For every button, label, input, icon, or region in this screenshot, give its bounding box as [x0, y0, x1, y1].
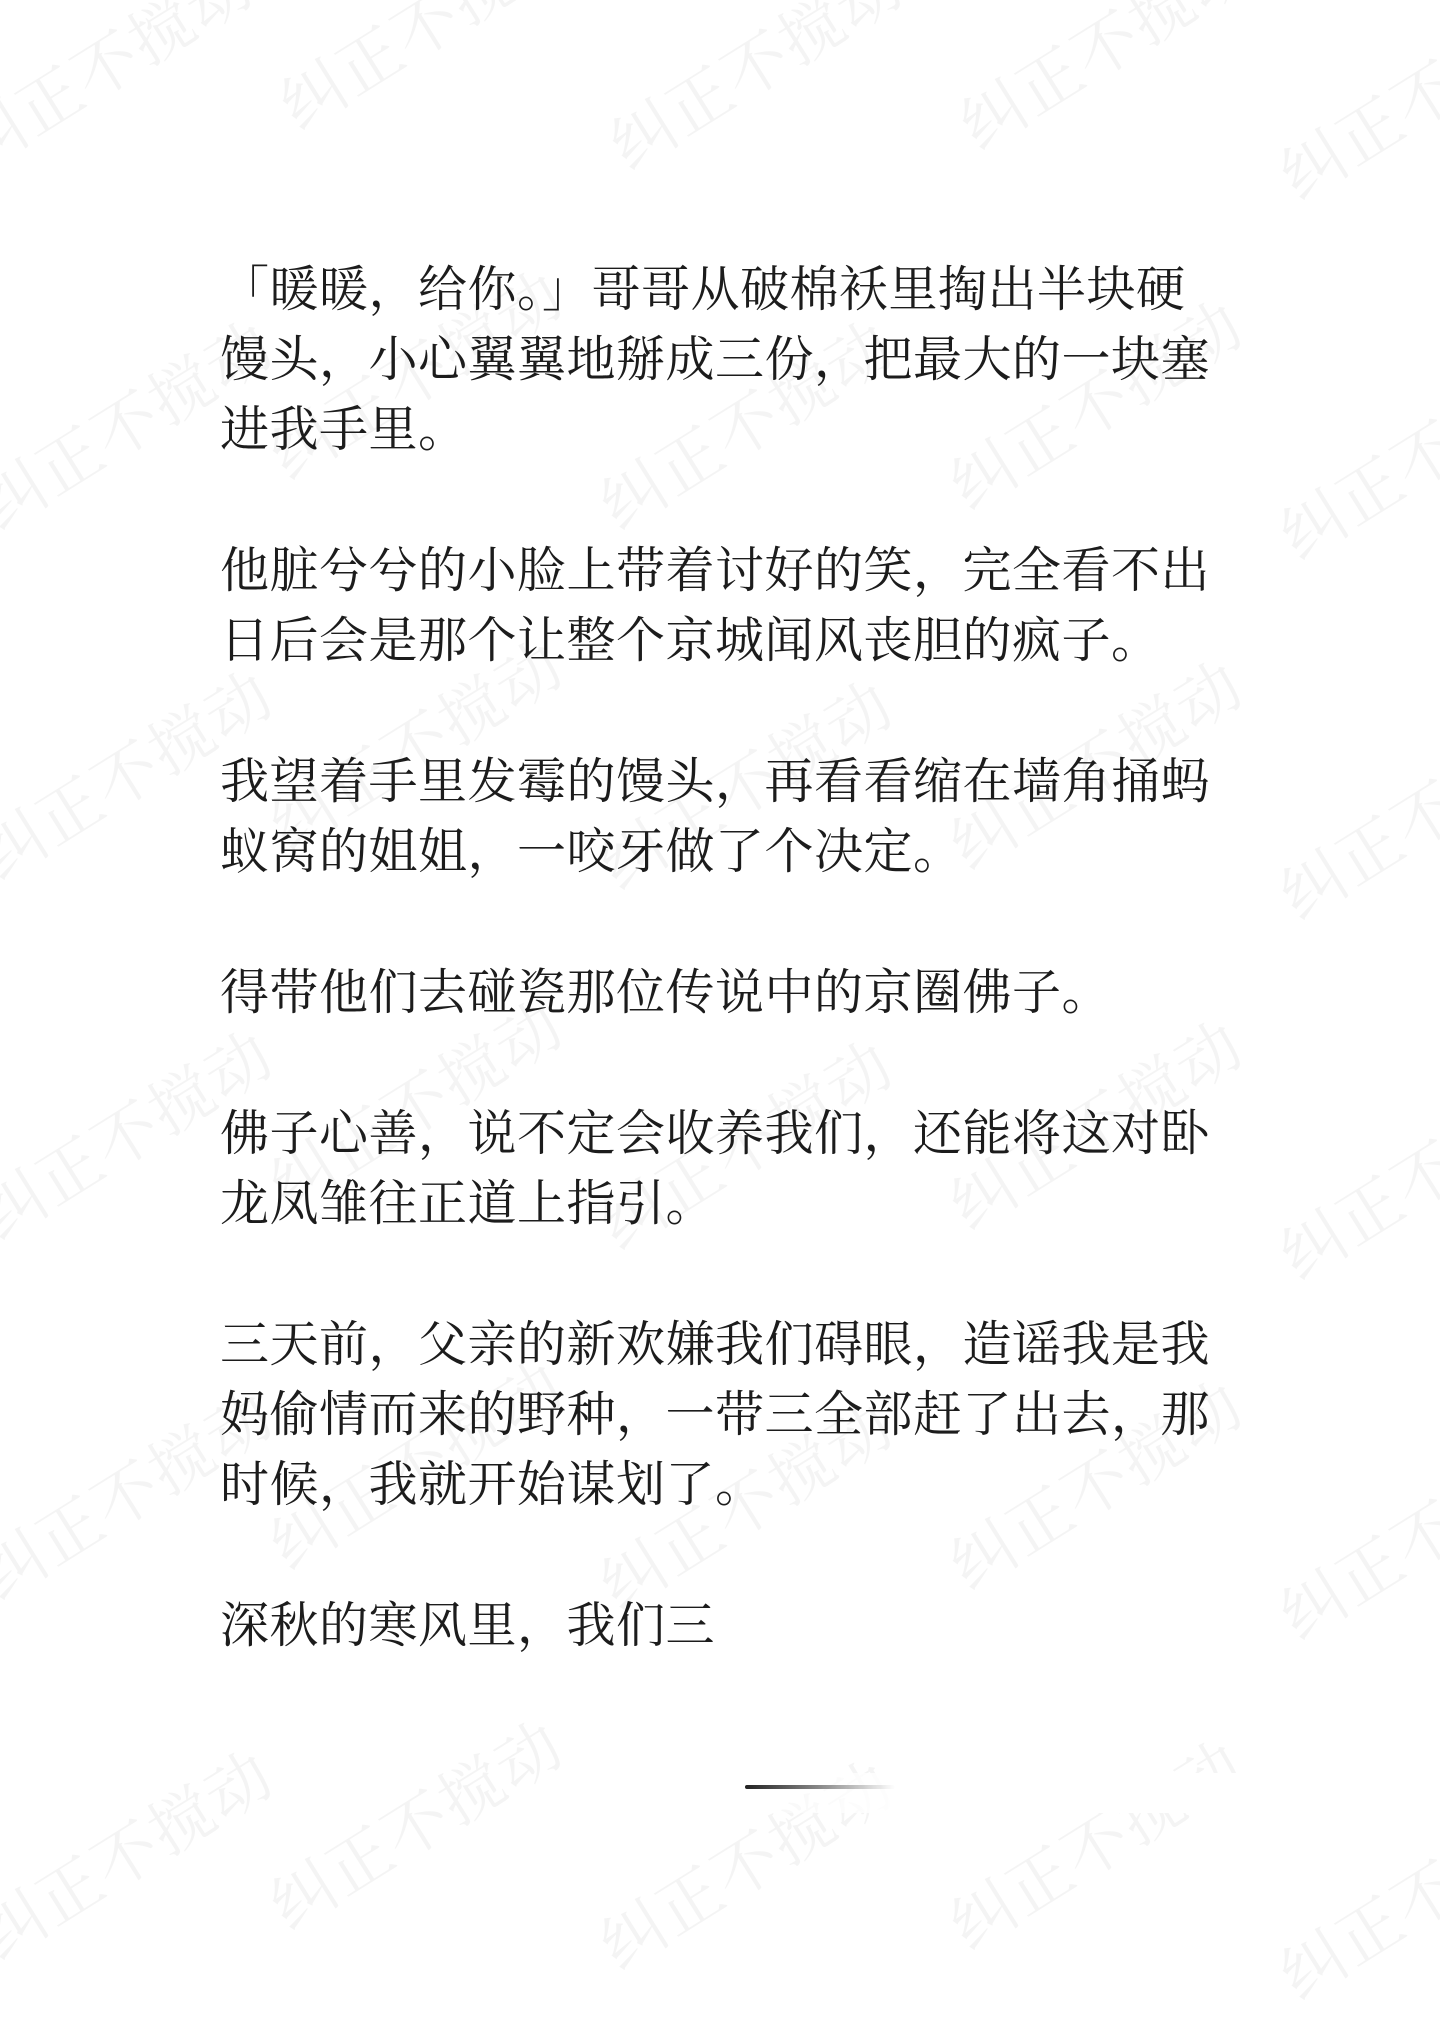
watermark-text [250, 1695, 579, 1948]
watermark-text [1260, 1765, 1440, 2018]
watermark-text [1260, 325, 1440, 578]
watermark-text [590, 0, 919, 188]
watermark-text [940, 0, 1269, 168]
paragraph-truncated: 深秋的寒风里，我们三 [220, 1597, 716, 1654]
article-body [220, 255, 1230, 1661]
truncation-fade [745, 1773, 1265, 1813]
paragraph: 三天前，父亲的新欢嫌我们碍眼，造谣我是我妈偷情而来的野种，一带三全部赶了出去，那时候，我就开始谋划了。 [220, 1316, 1211, 1513]
watermark-text [1260, 0, 1440, 218]
paragraph: 得带他们去碰瓷那位传说中的京圈佛子。 [220, 964, 1112, 1021]
watermark-text [0, 0, 269, 188]
paragraph: 佛子心善，说不定会收养我们，还能将这对卧龙凤雏往正道上指引。 [220, 1105, 1211, 1232]
paragraph: 他脏兮兮的小脸上带着讨好的笑，完全看不出日后会是那个让整个京城闻风丧胆的疯子。 [220, 542, 1211, 669]
watermark-text [1260, 1045, 1440, 1298]
watermark-text [260, 0, 589, 148]
paragraph: 「暖暖，给你。」哥哥从破棉袄里掏出半块硬馒头，小心翼翼地掰成三份，把最大的一块塞进我手里。 [220, 261, 1211, 458]
truncation-stroke [745, 1785, 895, 1789]
paragraph: 我望着手里发霉的馒头，再看看缩在墙角捅蚂蚁窝的姐姐，一咬牙做了个决定。 [220, 753, 1211, 880]
watermark-text [0, 1725, 289, 1978]
watermark-text [1260, 685, 1440, 938]
watermark-text [1260, 1405, 1440, 1658]
watermark-text [930, 1715, 1259, 1968]
